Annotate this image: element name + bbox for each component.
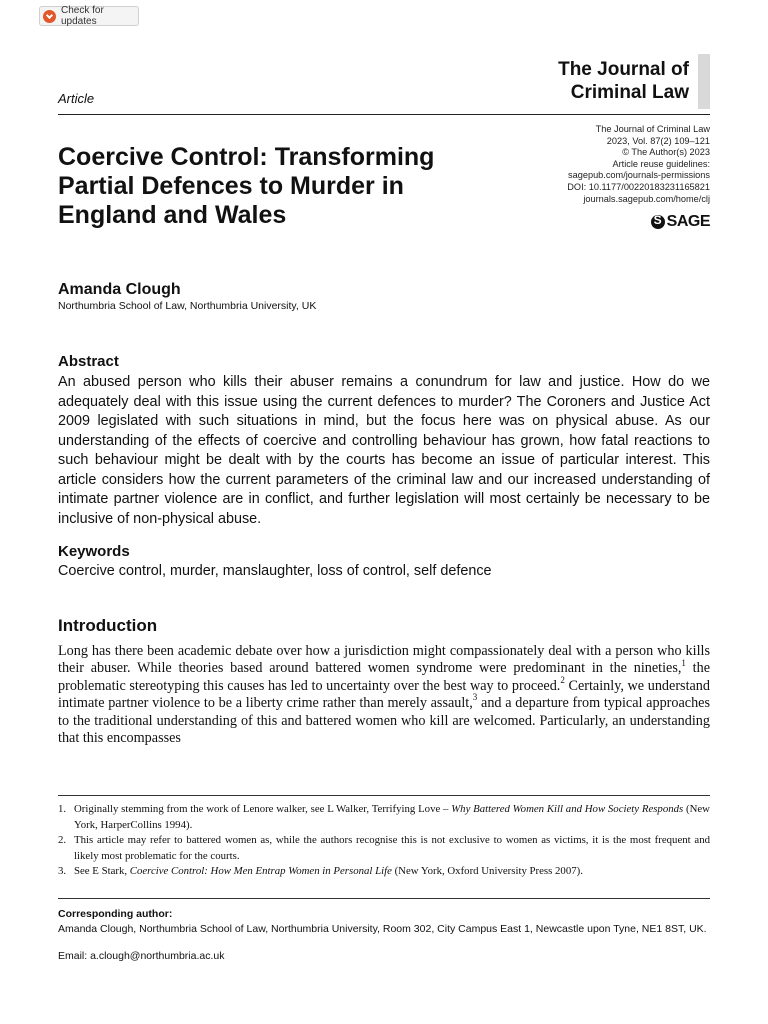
- citation-permissions-link[interactable]: sagepub.com/journals-permissions: [568, 170, 710, 181]
- intro-part1: Long has there been academic debate over how a jurisdiction might compassionately deal with a person who kills their abuser. While theories based around battered women syndrome were predominant in the nineties,: [58, 643, 710, 677]
- footnote-1: [58, 802, 710, 833]
- keywords-heading: Keywords: [58, 543, 130, 560]
- abstract-text: An abused person who kills their abuser remains a conundrum for law and justice. How do we adequately deal with this issue using the current defences to murder? The Coroners and Justice Act 2009 legislated with such situations in mind, but the focus here was on physical abuse. As our understanding of the effects of coercive and controlling behaviour has grown, how fatal reactions to such behaviour might be dealt with by the courts has become an issue of particular interest. This article considers how the current parameters of the criminal law and our increased understanding of intimate partner violence are in conflict, and further legislation will most certainly be necessary to be inclusive of non-physical abuse.: [58, 374, 710, 527]
- check-for-updates-button[interactable]: [39, 6, 139, 26]
- article-title: [58, 143, 508, 230]
- citation-doi[interactable]: DOI: 10.1177/00220183231165821: [567, 181, 710, 192]
- corresponding-author-address: Amanda Clough, Northumbria School of Law, Northumbria University, Room 302, City Campus East 1, Newcastle upon Tyne, NE1 8ST, UK.: [58, 923, 707, 935]
- footnote-1-text-a: Originally stemming from the work of Lenore walker, see L Walker, Terrifying Love –: [74, 803, 452, 815]
- article-type-label: Article: [58, 91, 95, 106]
- check-for-updates-label: Check for updates: [61, 5, 104, 27]
- journal-name-line1: The Journal of: [558, 59, 689, 80]
- citation-reuse-label: Article reuse guidelines:: [612, 158, 710, 169]
- corresponding-author-email[interactable]: Email: a.clough@northumbria.ac.uk: [58, 950, 225, 962]
- intro-part4: and a departure from typical approaches to the traditional understanding of this and battered women who kill are welcomed. Particularly, an understanding that this encompasses: [58, 695, 710, 747]
- check-updates-icon: [43, 10, 56, 23]
- abstract-heading: Abstract: [58, 353, 119, 370]
- citation-copyright: © The Author(s) 2023: [622, 147, 710, 158]
- footnote-number: 3.: [58, 865, 67, 877]
- corresponding-divider: [58, 898, 710, 899]
- footnote-number: 2.: [58, 834, 67, 846]
- journal-name: [389, 58, 689, 104]
- footnote-text: This article may refer to battered women as, while the authors recognise this is not exclusive to women as victims, it is the most frequent and likely most problematic for the courts.: [74, 834, 710, 862]
- sage-logo-text: SAGE: [666, 213, 710, 230]
- footnote-3-text-b: (New York, Oxford University Press 2007).: [391, 865, 583, 877]
- title-line1: Coercive Control: Transforming: [58, 143, 435, 171]
- footnotes-list: [58, 802, 710, 880]
- footnote-3: [58, 864, 710, 880]
- citation-journal: The Journal of Criminal Law: [595, 124, 710, 134]
- footnotes-divider: [58, 795, 710, 796]
- journal-side-bar: [698, 54, 710, 109]
- footnote-1-book-title: Why Battered Women Kill and How Society Responds: [451, 803, 684, 815]
- title-line3: England and Wales: [58, 201, 287, 229]
- title-line2: Partial Defences to Murder in: [58, 172, 404, 200]
- citation-journal-link[interactable]: journals.sagepub.com/home/clj: [583, 193, 710, 204]
- author-name: Amanda Clough: [58, 281, 181, 298]
- footnote-number: 1.: [58, 803, 67, 815]
- footnote-1-text-b: (New York, HarperCollins 1994).: [74, 803, 710, 831]
- introduction-heading: Introduction: [58, 616, 158, 635]
- corresponding-author-heading: Corresponding author:: [58, 908, 173, 920]
- footnote-2: [58, 833, 710, 864]
- header-divider: [58, 114, 710, 115]
- footnote-ref-2[interactable]: 2: [560, 675, 565, 686]
- author-affiliation: Northumbria School of Law, Northumbria University, UK: [58, 300, 317, 312]
- introduction-text: [58, 643, 710, 747]
- footnote-3-text-a: See E Stark,: [74, 865, 130, 877]
- sage-logo: [651, 213, 710, 231]
- footnote-text: [74, 864, 710, 880]
- intro-part3: Certainly, we understand intimate partner violence to be a liberty crime rather than merely assault,: [58, 677, 710, 712]
- intro-part2: the problematic stereotyping this causes has led to uncertainty over the best way to proceed.: [58, 660, 710, 694]
- footnote-ref-3[interactable]: 3: [472, 692, 478, 703]
- sage-logo-icon: [651, 215, 665, 229]
- keywords-text: Coercive control, murder, manslaughter, loss of control, self defence: [58, 563, 492, 579]
- citation-volume: 2023, Vol. 87(2) 109–121: [606, 135, 710, 146]
- footnote-ref-1[interactable]: 1: [681, 657, 686, 668]
- journal-name-line2: Criminal Law: [570, 82, 689, 103]
- footnote-3-book-title: Coercive Control: How Men Entrap Women in Personal Life: [129, 865, 392, 877]
- footnote-text: [74, 802, 710, 833]
